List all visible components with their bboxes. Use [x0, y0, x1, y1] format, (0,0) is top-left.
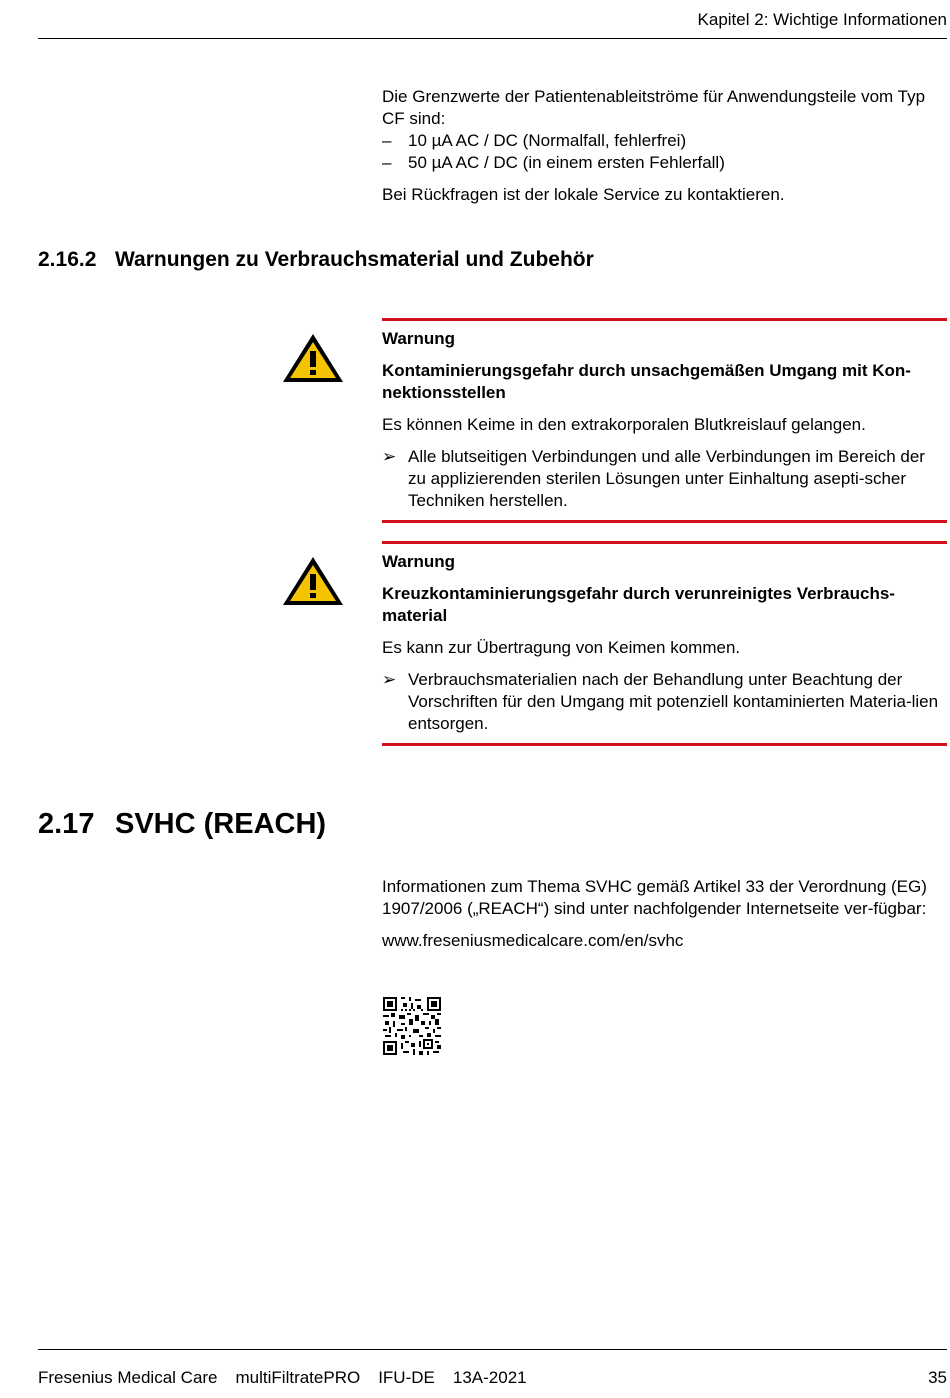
section-number: 2.17 [38, 808, 95, 840]
svhc-block [382, 876, 947, 952]
section-number: 2.16.2 [38, 248, 97, 271]
section-heading-2-16-2 [38, 248, 594, 272]
warning-title: Kontaminierungsgefahr durch unsachgemäßen Umgang mit Kon-nektionsstellen [382, 361, 911, 402]
svhc-url[interactable]: www.freseniusmedicalcare.com/en/svhc [382, 931, 684, 950]
warning-box [382, 318, 947, 523]
header-rule [38, 38, 947, 39]
warning-action [382, 669, 947, 735]
warning-action-text: Alle blutseitigen Verbindungen und alle Verbindungen im Bereich der zu applizierenden sterilen Lösungen unter Einhaltung asepti-scher Techniken herstellen. [408, 447, 925, 510]
warning-triangle-icon [280, 554, 346, 608]
page-number: 35 [928, 1368, 947, 1387]
warning-action [382, 446, 947, 512]
warning-description: Es kann zur Übertragung von Keimen kommen. [382, 638, 741, 657]
section-title: SVHC (REACH) [115, 808, 327, 840]
footer-doc: IFU-DE [378, 1368, 435, 1387]
dash-mark: – [382, 153, 392, 172]
intro-block [382, 86, 947, 206]
footer-rule [38, 1349, 947, 1350]
warning-action-text: Verbrauchsmaterialien nach der Behandlung unter Beachtung der Vorschriften für den Umgang mit potenziell kontaminierten Materia-lien entsorgen. [408, 670, 939, 733]
list-item [382, 130, 947, 152]
svhc-text: Informationen zum Thema SVHC gemäß Artikel 33 der Verordnung (EG) 1907/2006 („REACH“) sind unter nachfolgender Internetseite ver-fügbar: [382, 877, 927, 918]
list-item [382, 152, 947, 174]
footer-product: multiFiltratePRO [235, 1368, 361, 1387]
warning-triangle-icon [280, 331, 346, 385]
arrow-bullet-icon: ➢ [382, 447, 397, 466]
footer-company: Fresenius Medical Care [38, 1368, 218, 1387]
contact-text: Bei Rückfragen ist der lokale Service zu kontaktieren. [382, 185, 785, 204]
warning-description: Es können Keime in den extrakorporalen Blutkreislauf gelangen. [382, 415, 866, 434]
arrow-bullet-icon: ➢ [382, 670, 397, 689]
intro-text: Die Grenzwerte der Patientenableitströme für Anwendungsteile vom Typ CF sind: [382, 87, 926, 128]
section-heading-2-17 [38, 808, 326, 841]
footer-version: 13A-2021 [452, 1368, 527, 1387]
warning-label: Warnung [382, 329, 456, 348]
warning-box [382, 541, 947, 746]
footer [38, 1368, 545, 1388]
qr-code-icon [383, 997, 441, 1055]
warning-label: Warnung [382, 552, 456, 571]
list-item-text: 50 µA AC / DC (in einem ersten Fehlerfall) [408, 153, 725, 172]
section-title: Warnungen zu Verbrauchsmaterial und Zubehör [115, 248, 594, 271]
chapter-header: Kapitel 2: Wichtige Informationen [697, 10, 947, 29]
dash-mark: – [382, 131, 392, 150]
warning-title: Kreuzkontaminierungsgefahr durch verunreinigtes Verbrauchs-material [382, 584, 895, 625]
list-item-text: 10 µA AC / DC (Normalfall, fehlerfrei) [408, 131, 687, 150]
